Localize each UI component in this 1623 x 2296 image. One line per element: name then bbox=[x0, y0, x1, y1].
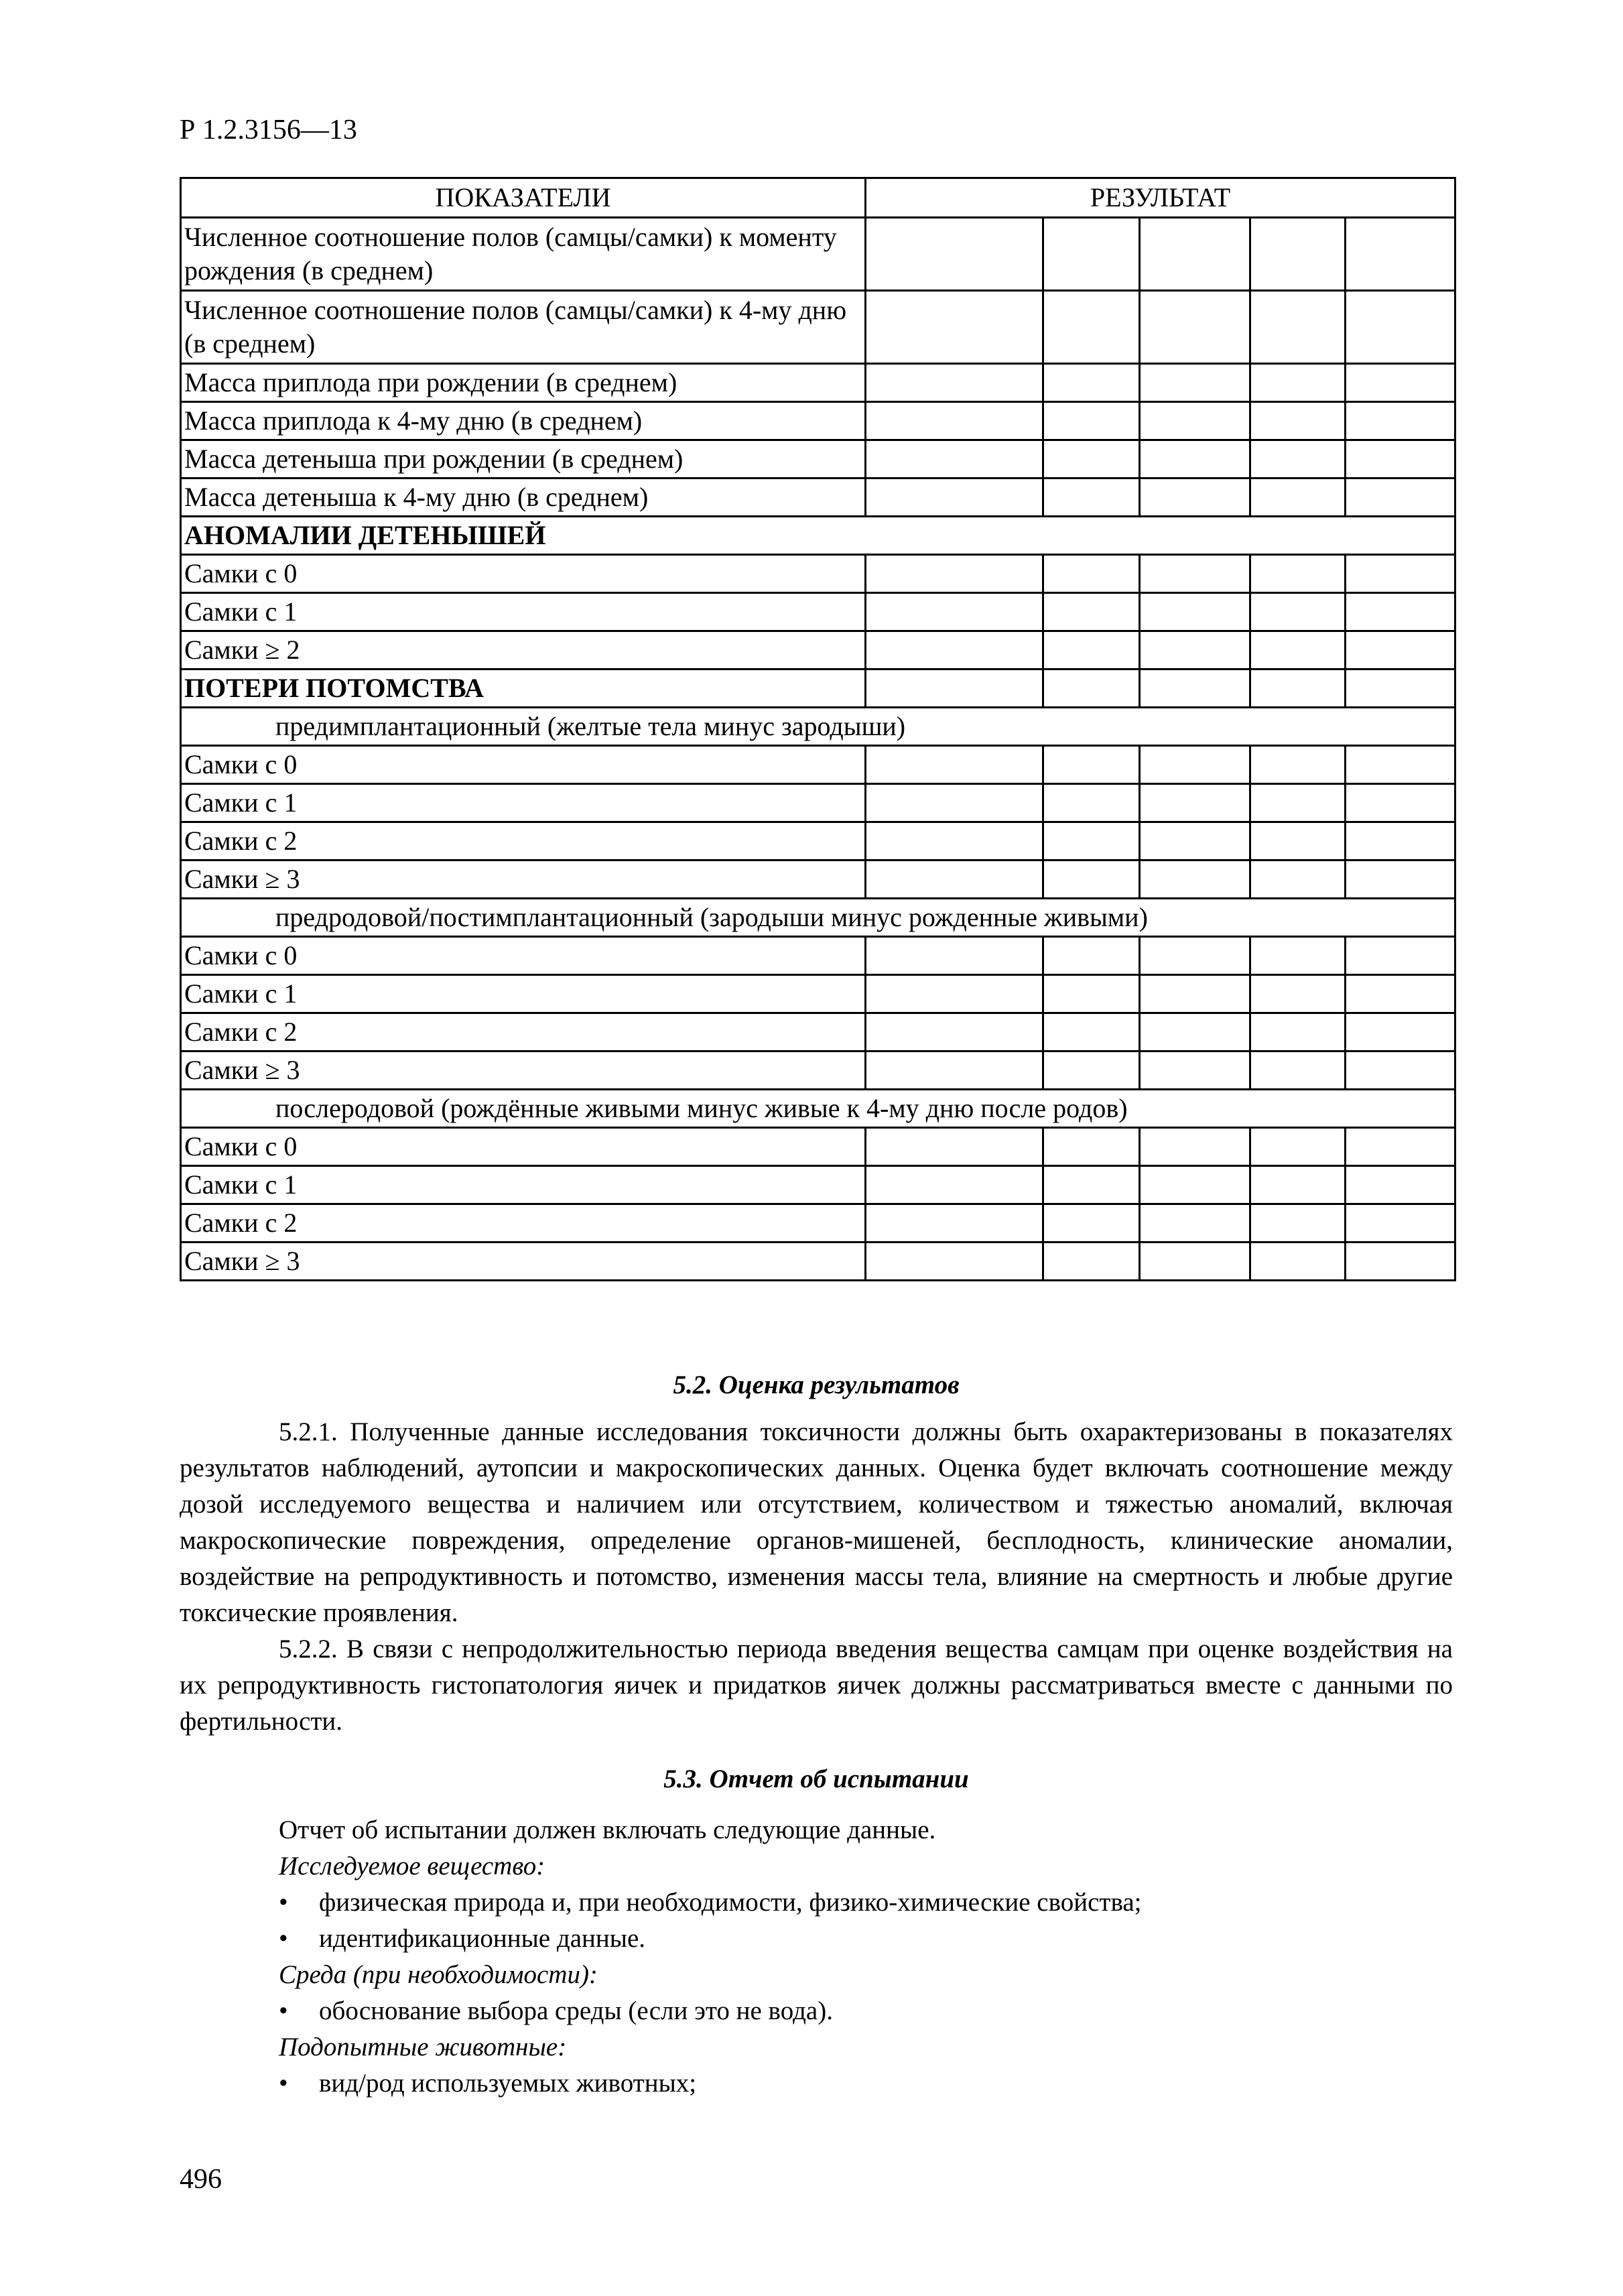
table-row bbox=[181, 975, 1455, 1013]
document-code: Р 1.2.3156—13 bbox=[180, 115, 357, 145]
result-cell bbox=[866, 860, 1043, 899]
result-cell bbox=[1043, 1128, 1140, 1166]
result-cell bbox=[1140, 291, 1250, 364]
table-row bbox=[181, 1242, 1455, 1281]
result-cell bbox=[1346, 1204, 1455, 1242]
section-5-2 bbox=[180, 1367, 1453, 1740]
result-cell bbox=[1346, 631, 1455, 669]
table-row bbox=[181, 1013, 1455, 1051]
result-cell bbox=[1043, 402, 1140, 440]
list-item bbox=[180, 1921, 1453, 1957]
row-label: Самки с 1 bbox=[181, 1166, 866, 1204]
row-label: Самки ≥ 3 bbox=[181, 1051, 866, 1090]
result-cell bbox=[1346, 1128, 1455, 1166]
result-cell bbox=[1250, 1242, 1346, 1281]
row-label: предродовой/постимплантационный (зародыши минус рожденные живыми) bbox=[181, 899, 1455, 937]
result-cell bbox=[866, 937, 1043, 975]
result-cell bbox=[1043, 1013, 1140, 1051]
result-cell bbox=[1346, 479, 1455, 517]
result-cell bbox=[1043, 479, 1140, 517]
table-row bbox=[181, 1204, 1455, 1242]
result-cell bbox=[866, 746, 1043, 784]
result-cell bbox=[1140, 631, 1250, 669]
result-cell bbox=[1250, 1204, 1346, 1242]
row-label: ПОТЕРИ ПОТОМСТВА bbox=[181, 669, 866, 708]
result-cell bbox=[1140, 1013, 1250, 1051]
result-cell bbox=[1346, 784, 1455, 822]
section-heading: 5.2. Оценка результатов bbox=[673, 1370, 960, 1399]
result-cell bbox=[1140, 593, 1250, 631]
table-row bbox=[181, 218, 1455, 291]
row-label: Самки с 2 bbox=[181, 822, 866, 860]
result-cell bbox=[1043, 218, 1140, 291]
row-label: Численное соотношение полов (самцы/самки) к моменту рождения (в среднем) bbox=[181, 218, 866, 291]
result-cell bbox=[1043, 631, 1140, 669]
row-label: Масса детеныша при рождении (в среднем) bbox=[181, 440, 866, 479]
result-cell bbox=[1346, 669, 1455, 708]
result-cell bbox=[1346, 746, 1455, 784]
result-cell bbox=[1043, 975, 1140, 1013]
result-cell bbox=[1346, 291, 1455, 364]
result-cell bbox=[866, 364, 1043, 402]
list-item bbox=[180, 1993, 1453, 2029]
bullet-icon: • bbox=[279, 1924, 288, 1953]
row-label: Самки с 0 bbox=[181, 937, 866, 975]
result-cell bbox=[1140, 975, 1250, 1013]
result-cell bbox=[1043, 822, 1140, 860]
result-cell bbox=[1346, 1013, 1455, 1051]
table-row bbox=[181, 555, 1455, 593]
result-cell bbox=[1043, 1051, 1140, 1090]
result-cell bbox=[1250, 593, 1346, 631]
result-cell bbox=[1250, 784, 1346, 822]
result-cell bbox=[1043, 1166, 1140, 1204]
result-cell bbox=[866, 291, 1043, 364]
table-row bbox=[181, 291, 1455, 364]
subsection-row bbox=[181, 899, 1455, 937]
result-cell bbox=[1346, 593, 1455, 631]
row-label: Самки ≥ 3 bbox=[181, 1242, 866, 1281]
result-cell bbox=[1250, 937, 1346, 975]
table-row bbox=[181, 631, 1455, 669]
subheading-test-substance: Исследуемое вещество: bbox=[279, 1852, 545, 1880]
result-cell bbox=[1043, 669, 1140, 708]
result-cell bbox=[1250, 1128, 1346, 1166]
list-item-text: вид/род используемых животных; bbox=[319, 2069, 697, 2098]
result-cell bbox=[1140, 1128, 1250, 1166]
result-cell bbox=[1346, 1051, 1455, 1090]
result-cell bbox=[1346, 1166, 1455, 1204]
row-label: Масса приплода при рождении (в среднем) bbox=[181, 364, 866, 402]
result-cell bbox=[866, 631, 1043, 669]
subsection-row bbox=[181, 708, 1455, 746]
intro-text: Отчет об испытании должен включать следующие данные. bbox=[279, 1815, 936, 1844]
result-cell bbox=[866, 975, 1043, 1013]
row-label: Самки ≥ 3 bbox=[181, 860, 866, 899]
subheading-animals: Подопытные животные: bbox=[279, 2033, 567, 2061]
result-cell bbox=[1346, 937, 1455, 975]
table-row bbox=[181, 364, 1455, 402]
result-cell bbox=[1346, 1242, 1455, 1281]
result-cell bbox=[866, 1013, 1043, 1051]
row-label: Масса детеныша к 4-му дню (в среднем) bbox=[181, 479, 866, 517]
bullet-icon: • bbox=[279, 2069, 288, 2098]
result-cell bbox=[1250, 402, 1346, 440]
result-cell bbox=[1250, 479, 1346, 517]
result-cell bbox=[1043, 1242, 1140, 1281]
result-cell bbox=[1140, 746, 1250, 784]
result-cell bbox=[1250, 555, 1346, 593]
table-row bbox=[181, 784, 1455, 822]
result-cell bbox=[1346, 975, 1455, 1013]
table-header-row bbox=[181, 178, 1455, 218]
result-cell bbox=[1346, 860, 1455, 899]
section-heading: 5.3. Отчет об испытании bbox=[663, 1765, 969, 1793]
result-cell bbox=[866, 218, 1043, 291]
result-cell bbox=[1250, 1051, 1346, 1090]
result-cell bbox=[1140, 555, 1250, 593]
row-label: Самки с 1 bbox=[181, 593, 866, 631]
result-cell bbox=[1043, 440, 1140, 479]
table-row bbox=[181, 479, 1455, 517]
table-row bbox=[181, 746, 1455, 784]
result-cell bbox=[866, 669, 1043, 708]
table-body bbox=[181, 218, 1455, 1281]
result-cell bbox=[866, 555, 1043, 593]
table-row bbox=[181, 822, 1455, 860]
result-cell bbox=[1250, 631, 1346, 669]
section-5-3 bbox=[180, 1761, 1453, 2102]
result-cell bbox=[1346, 822, 1455, 860]
result-cell bbox=[1140, 402, 1250, 440]
result-cell bbox=[866, 1128, 1043, 1166]
result-cell bbox=[866, 440, 1043, 479]
bullet-icon: • bbox=[279, 1888, 288, 1917]
result-cell bbox=[866, 1166, 1043, 1204]
list-item-text: физическая природа и, при необходимости, физико-химические свойства; bbox=[319, 1888, 1142, 1917]
table-row bbox=[181, 860, 1455, 899]
result-cell bbox=[1250, 440, 1346, 479]
result-cell bbox=[866, 784, 1043, 822]
result-cell bbox=[1250, 860, 1346, 899]
result-cell bbox=[1043, 784, 1140, 822]
result-cell bbox=[1140, 1242, 1250, 1281]
row-label: послеродовой (рождённые живыми минус живые к 4-му дню после родов) bbox=[181, 1090, 1455, 1128]
result-cell bbox=[1250, 218, 1346, 291]
result-cell bbox=[1043, 937, 1140, 975]
row-label: предимплантационный (желтые тела минус зародыши) bbox=[181, 708, 1455, 746]
result-cell bbox=[1043, 364, 1140, 402]
result-cell bbox=[1043, 555, 1140, 593]
result-cell bbox=[1140, 479, 1250, 517]
result-cell bbox=[866, 402, 1043, 440]
result-cell bbox=[1140, 822, 1250, 860]
row-label: Самки с 2 bbox=[181, 1204, 866, 1242]
result-cell bbox=[1250, 364, 1346, 402]
row-label: Самки с 1 bbox=[181, 975, 866, 1013]
subheading-medium: Среда (при необходимости): bbox=[279, 1960, 598, 1989]
result-cell bbox=[1250, 1166, 1346, 1204]
result-cell bbox=[1250, 746, 1346, 784]
result-cell bbox=[1250, 669, 1346, 708]
result-cell bbox=[866, 593, 1043, 631]
result-cell bbox=[1140, 1204, 1250, 1242]
result-cell bbox=[1250, 822, 1346, 860]
subsection-row bbox=[181, 1090, 1455, 1128]
result-cell bbox=[1346, 364, 1455, 402]
result-cell bbox=[1043, 1204, 1140, 1242]
list-item bbox=[180, 1885, 1453, 1921]
row-label: Самки ≥ 2 bbox=[181, 631, 866, 669]
result-cell bbox=[866, 1204, 1043, 1242]
result-cell bbox=[1250, 291, 1346, 364]
results-table bbox=[180, 177, 1456, 1281]
list-item-text: обоснование выбора среды (если это не вода). bbox=[319, 1996, 833, 2025]
result-cell bbox=[866, 479, 1043, 517]
column-header-indicators: ПОКАЗАТЕЛИ bbox=[181, 178, 866, 218]
result-cell bbox=[1140, 1051, 1250, 1090]
result-cell bbox=[1043, 593, 1140, 631]
result-cell bbox=[866, 1051, 1043, 1090]
result-cell bbox=[1346, 218, 1455, 291]
result-cell bbox=[866, 1242, 1043, 1281]
result-cell bbox=[1140, 784, 1250, 822]
page-number: 496 bbox=[180, 2164, 222, 2195]
bullet-icon: • bbox=[279, 1996, 288, 2025]
result-cell bbox=[1346, 440, 1455, 479]
row-label: Масса приплода к 4-му дню (в среднем) bbox=[181, 402, 866, 440]
result-cell bbox=[1140, 440, 1250, 479]
table-row bbox=[181, 402, 1455, 440]
row-label: Самки с 1 bbox=[181, 784, 866, 822]
result-cell bbox=[1250, 975, 1346, 1013]
row-label: Самки с 0 bbox=[181, 1128, 866, 1166]
result-cell bbox=[1140, 669, 1250, 708]
result-cell bbox=[1043, 860, 1140, 899]
result-cell bbox=[1346, 555, 1455, 593]
paragraph-5-2-1: 5.2.1. Полученные данные исследования токсичности должны быть охарактеризованы в показателях результатов наблюдений, аутопсии и макроскопических данных. Оценка будет включать соотношение между дозой исследуемого вещества и наличием или отсутствием, количеством и тяжестью аномалий, включая макроскопические повреждения, определение органов-мишеней, бесплодность, клинические аномалии, воздействие на репродуктивность и потомство, изменения массы тела, влияние на смертность и любые другие токсические проявления. bbox=[180, 1417, 1453, 1627]
table-row bbox=[181, 440, 1455, 479]
result-cell bbox=[1043, 291, 1140, 364]
row-label: Самки с 2 bbox=[181, 1013, 866, 1051]
paragraph-5-2-2: 5.2.2. В связи с непродолжительностью периода введения вещества самцам при оценке воздействия на их репродуктивность гистопатология яичек и придатков яичек должны рассматриваться вместе с данными по фертильности. bbox=[180, 1635, 1453, 1736]
column-header-result: РЕЗУЛЬТАТ bbox=[866, 178, 1455, 218]
result-cell bbox=[1346, 402, 1455, 440]
table-row bbox=[181, 1128, 1455, 1166]
list-item bbox=[180, 2065, 1453, 2102]
row-label: Самки с 0 bbox=[181, 746, 866, 784]
table-row bbox=[181, 1166, 1455, 1204]
table-row bbox=[181, 1051, 1455, 1090]
result-cell bbox=[866, 822, 1043, 860]
result-cell bbox=[1140, 364, 1250, 402]
section-row bbox=[181, 517, 1455, 555]
result-cell bbox=[1140, 218, 1250, 291]
row-label: Численное соотношение полов (самцы/самки) к 4-му дню (в среднем) bbox=[181, 291, 866, 364]
result-cell bbox=[1140, 937, 1250, 975]
result-cell bbox=[1140, 1166, 1250, 1204]
table-row bbox=[181, 937, 1455, 975]
row-label: Самки с 0 bbox=[181, 555, 866, 593]
result-cell bbox=[1140, 860, 1250, 899]
section-row bbox=[181, 669, 1455, 708]
list-item-text: идентификационные данные. bbox=[319, 1924, 646, 1953]
table-row bbox=[181, 593, 1455, 631]
result-cell bbox=[1043, 746, 1140, 784]
row-label: АНОМАЛИИ ДЕТЕНЫШЕЙ bbox=[181, 517, 1455, 555]
result-cell bbox=[1250, 1013, 1346, 1051]
